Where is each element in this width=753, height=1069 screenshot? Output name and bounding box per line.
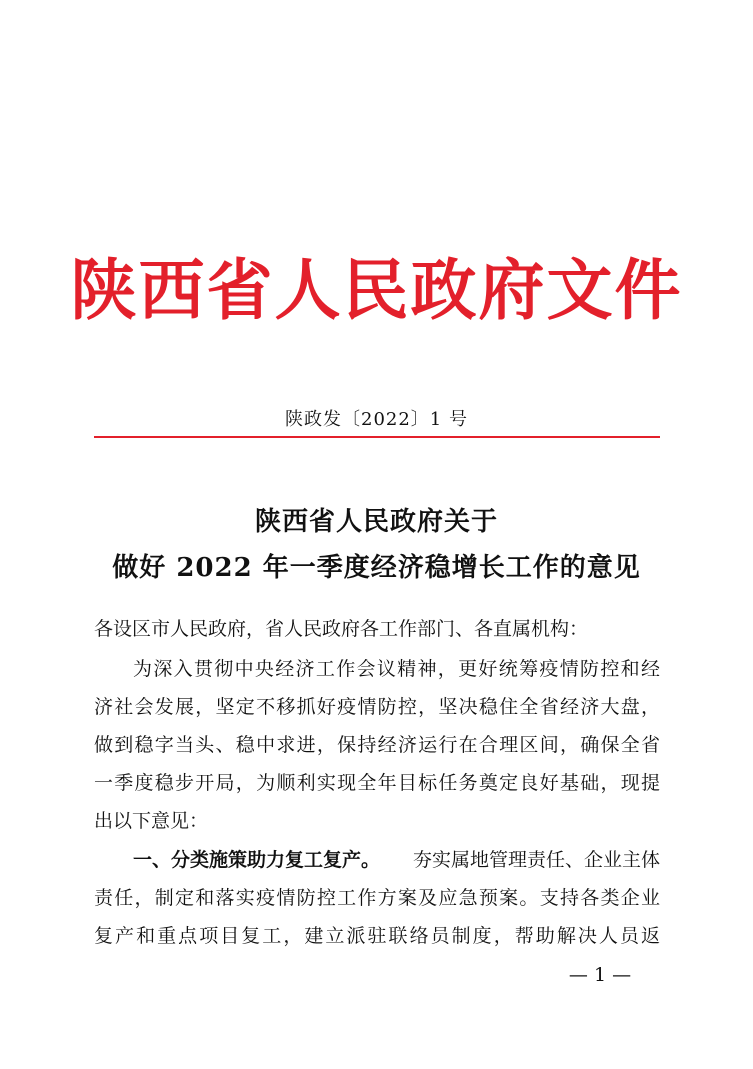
intro-line: 为深入贯彻中央经济工作会议精神，更好统筹疫情防控和经: [133, 658, 660, 680]
intro-line: 济社会发展，坚定不移抓好疫情防控，坚决稳住全省经济大盘，: [94, 696, 660, 718]
document-number: 陕政发〔2022〕1 号: [285, 409, 468, 430]
intro-line: 一季度稳步开局，为顺利实现全年目标任务奠定良好基础，现提: [94, 772, 660, 794]
intro-line: 出以下意见：: [94, 810, 209, 832]
intro-line: 做到稳字当头、稳中求进，保持经济运行在合理区间，确保全省: [94, 734, 660, 756]
section-1-heading: 一、分类施策助力复工复产。: [133, 849, 381, 871]
red-divider-line: [94, 436, 660, 438]
document-title-line-1: 陕西省人民政府关于: [254, 507, 498, 537]
section-1-text: 夯实属地管理责任、企业主体: [412, 849, 660, 871]
section-1-line: 责任，制定和落实疫情防控工作方案及应急预案。支持各类企业: [94, 887, 660, 909]
section-1-line: 复产和重点项目复工，建立派驻联络员制度，帮助解决人员返: [94, 925, 660, 947]
document-title-line-2: 做好 2022 年一季度经济稳增长工作的意见: [112, 553, 641, 583]
page-number: — 1 —: [568, 964, 632, 986]
section-1-first-line: [133, 847, 660, 873]
salutation: 各设区市人民政府，省人民政府各工作部门、各直属机构：: [94, 618, 589, 640]
masthead-title: 陕西省人民政府文件: [70, 251, 683, 329]
